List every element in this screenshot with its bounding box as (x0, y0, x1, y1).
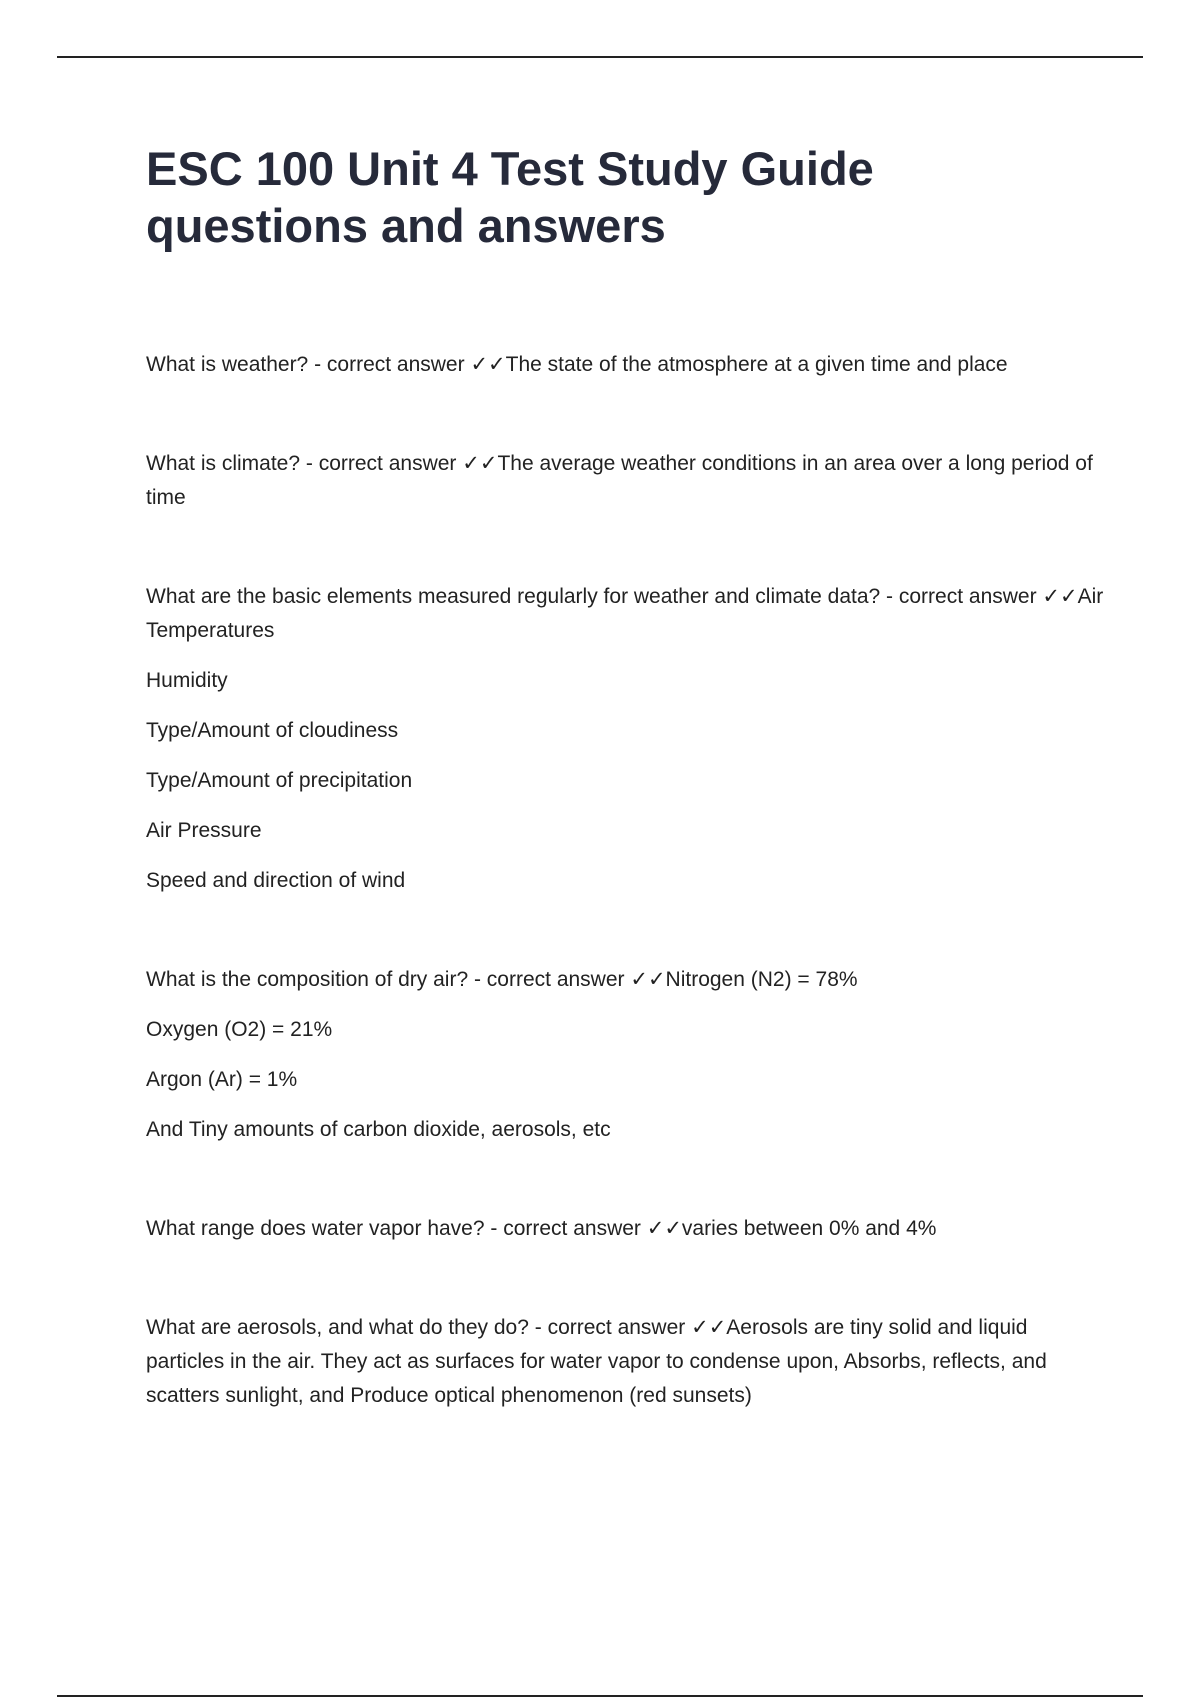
title-line-1: ESC 100 Unit 4 Test Study Guide (146, 142, 874, 195)
qa-extra-line: Type/Amount of cloudiness (146, 719, 399, 742)
qa-item (146, 348, 1106, 382)
qa-extra-line: Humidity (146, 669, 228, 692)
qa-item (146, 1311, 1106, 1413)
document-title (146, 140, 1106, 254)
title-line-2: questions and answers (146, 199, 666, 252)
qa-extra-line: And Tiny amounts of carbon dioxide, aerosols, etc (146, 1118, 611, 1141)
bottom-divider (57, 1695, 1143, 1697)
qa-extra-line: Speed and direction of wind (146, 869, 406, 892)
qa-extra-line: Argon (Ar) = 1% (146, 1068, 298, 1091)
qa-list (146, 348, 1106, 1413)
qa-extra-line: Type/Amount of precipitation (146, 769, 413, 792)
qa-item (146, 963, 1106, 1147)
qa-text: What are aerosols, and what do they do? - correct answer ✓✓Aerosols are tiny solid and liquid particles in the air. They act as surfaces for water vapor to condense upon, Absorbs, reflects, and scatters sunlight, and Produce optical phenomenon (red sunsets) (146, 1316, 1047, 1407)
qa-item (146, 447, 1106, 515)
document-body (146, 140, 1106, 1478)
qa-text: What range does water vapor have? - correct answer ✓✓varies between 0% and 4% (146, 1217, 937, 1240)
top-divider (57, 56, 1143, 58)
qa-text: What is the composition of dry air? - correct answer ✓✓Nitrogen (N2) = 78% (146, 968, 858, 991)
qa-text: What is climate? - correct answer ✓✓The average weather conditions in an area over a long period of time (146, 452, 1093, 509)
qa-extra-line: Oxygen (O2) = 21% (146, 1018, 333, 1041)
qa-text: What are the basic elements measured regularly for weather and climate data? - correct answer ✓✓Air Temperatures (146, 585, 1104, 642)
qa-item (146, 580, 1106, 898)
qa-text: What is weather? - correct answer ✓✓The state of the atmosphere at a given time and place (146, 353, 1008, 376)
qa-extra-line: Air Pressure (146, 819, 262, 842)
qa-item (146, 1212, 1106, 1246)
